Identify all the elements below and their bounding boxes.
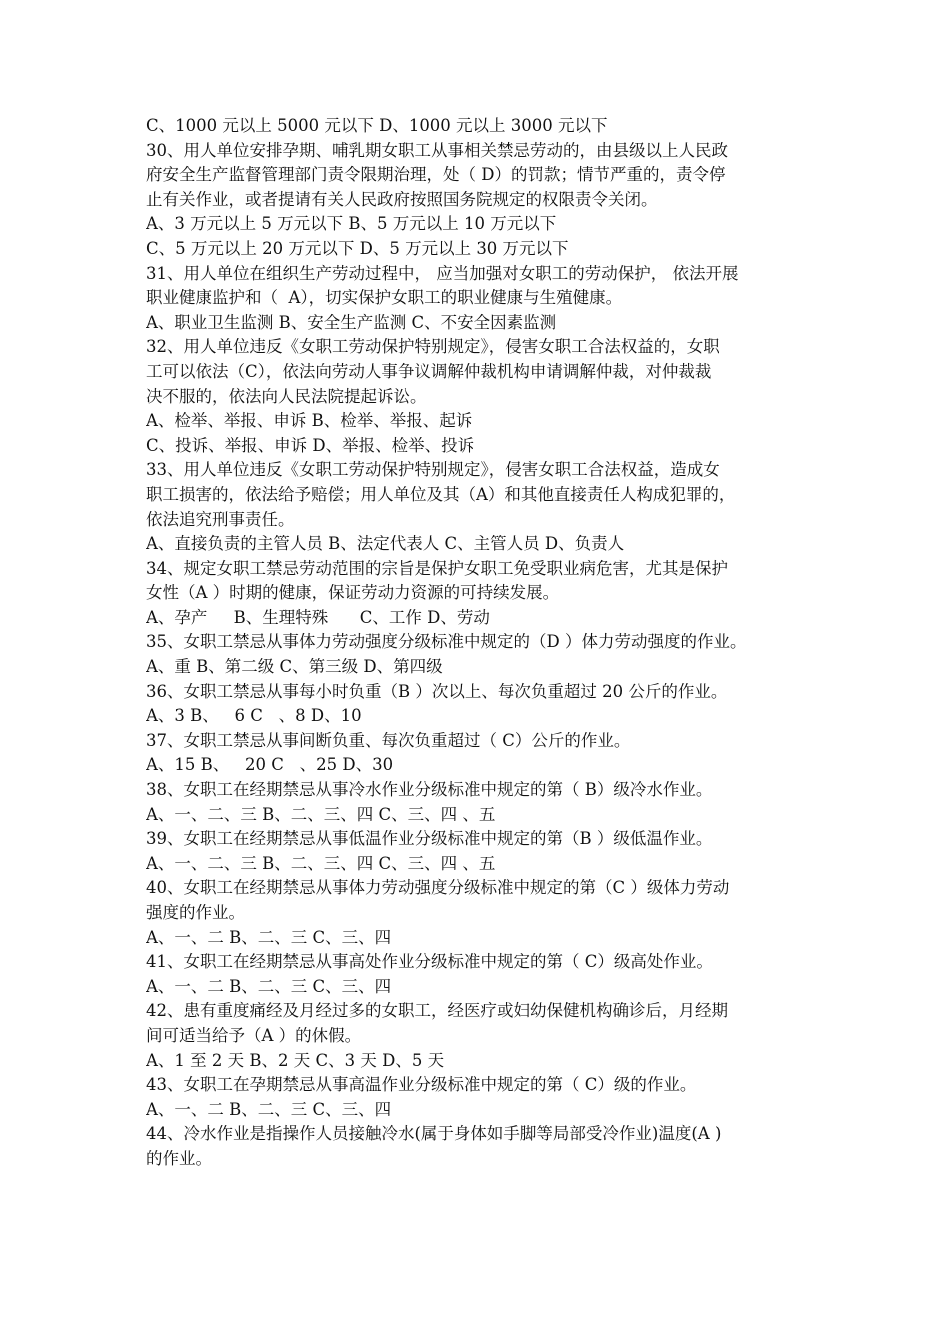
text-line: 依法追究刑事责任。 (146, 509, 295, 529)
text-line: 30、用人单位安排孕期、哺乳期女职工从事相关禁忌劳动的，由县级以上人民政 (146, 140, 728, 160)
text-line: A、3 万元以上 5 万元以下 B、5 万元以上 10 万元以下 (146, 214, 557, 234)
text-line: 职业健康监护和（ A），切实保护女职工的职业健康与生殖健康。 (146, 288, 623, 308)
text-line: A、孕产 B、生理特殊 C、工作 D、劳动 (146, 607, 490, 627)
document-body (146, 114, 814, 1172)
text-line: 职工损害的，依法给予赔偿；用人单位及其（A）和其他直接责任人构成犯罪的， (146, 484, 736, 504)
text-line: 34、规定女职工禁忌劳动范围的宗旨是保护女职工免受职业病危害，尤其是保护 (146, 558, 728, 578)
text-line: A、职业卫生监测 B、安全生产监测 C、不安全因素监测 (146, 312, 557, 332)
text-line: A、15 B、 20 C 、25 D、30 (146, 755, 394, 775)
text-line: 32、用人单位违反《女职工劳动保护特别规定》，侵害女职工合法权益的，女职 (146, 337, 720, 357)
text-line: 31、用人单位在组织生产劳动过程中， 应当加强对女职工的劳动保护， 依法开展 (146, 263, 739, 283)
text-line: A、检举、举报、申诉 B、检举、举报、起诉 (146, 411, 473, 431)
text-line: 的作业。 (146, 1148, 212, 1168)
text-line: A、一、二 B、二、三 C、三、四 (146, 976, 392, 996)
text-line: 35、女职工禁忌从事体力劳动强度分级标准中规定的（D ）体力劳动强度的作业。 (146, 632, 747, 652)
text-line: 39、女职工在经期禁忌从事低温作业分级标准中规定的第（B ）级低温作业。 (146, 829, 713, 849)
text-line: 36、女职工禁忌从事每小时负重（B ）次以上、每次负重超过 20 公斤的作业。 (146, 681, 728, 701)
text-line: 强度的作业。 (146, 903, 245, 922)
text-line: 33、用人单位违反《女职工劳动保护特别规定》，侵害女职工合法权益，造成女 (146, 460, 720, 480)
text-line: A、一、二 B、二、三 C、三、四 (146, 1099, 392, 1119)
text-line: 41、女职工在经期禁忌从事高处作业分级标准中规定的第（ C）级高处作业。 (146, 952, 713, 972)
text-line: A、重 B、第二级 C、第三级 D、第四级 (146, 657, 443, 677)
text-line: C、1000 元以上 5000 元以下 D、1000 元以上 3000 元以下 (146, 116, 608, 135)
text-line: 37、女职工禁忌从事间断负重、每次负重超过（ C）公斤的作业。 (146, 730, 631, 750)
text-line: A、一、二、三 B、二、三、四 C、三、四 、五 (146, 853, 496, 873)
text-line: A、3 B、 6 C 、8 D、10 (146, 706, 362, 726)
text-line: C、5 万元以上 20 万元以下 D、5 万元以上 30 万元以下 (146, 238, 569, 258)
text-line: C、投诉、举报、申诉 D、举报、检举、投诉 (146, 435, 475, 455)
text-line: 决不服的，依法向人民法院提起诉讼。 (146, 386, 427, 406)
text-line: 工可以依法（C），依法向劳动人事争议调解仲裁机构申请调解仲裁，对仲裁裁 (146, 361, 712, 381)
text-line: A、一、二、三 B、二、三、四 C、三、四 、五 (146, 804, 496, 824)
text-line: 38、女职工在经期禁忌从事冷水作业分级标准中规定的第（ B）级冷水作业。 (146, 780, 713, 800)
text-line: A、直接负责的主管人员 B、法定代表人 C、主管人员 D、负责人 (146, 534, 625, 554)
text-line: 43、女职工在孕期禁忌从事高温作业分级标准中规定的第（ C）级的作业。 (146, 1075, 697, 1095)
text-line: 44、冷水作业是指操作人员接触冷水(属于身体如手脚等局部受冷作业)温度(A ) (146, 1124, 722, 1144)
text-line: 府安全生产监督管理部门责令限期治理，处（ D）的罚款；情节严重的，责令停 (146, 165, 726, 185)
text-line: A、1 至 2 天 B、2 天 C、3 天 D、5 天 (146, 1050, 445, 1070)
text-line: 40、女职工在经期禁忌从事体力劳动强度分级标准中规定的第（C ）级体力劳动 (146, 878, 730, 898)
text-line: 42、患有重度痛经及月经过多的女职工，经医疗或妇幼保健机构确诊后，月经期 (146, 1001, 728, 1021)
text-line: A、一、二 B、二、三 C、三、四 (146, 927, 392, 947)
text-line: 止有关作业，或者提请有关人民政府按照国务院规定的权限责令关闭。 (146, 189, 658, 209)
text-line: 间可适当给予（A ）的休假。 (146, 1025, 362, 1045)
text-line: 女性（A ）时期的健康，保证劳动力资源的可持续发展。 (146, 583, 560, 603)
